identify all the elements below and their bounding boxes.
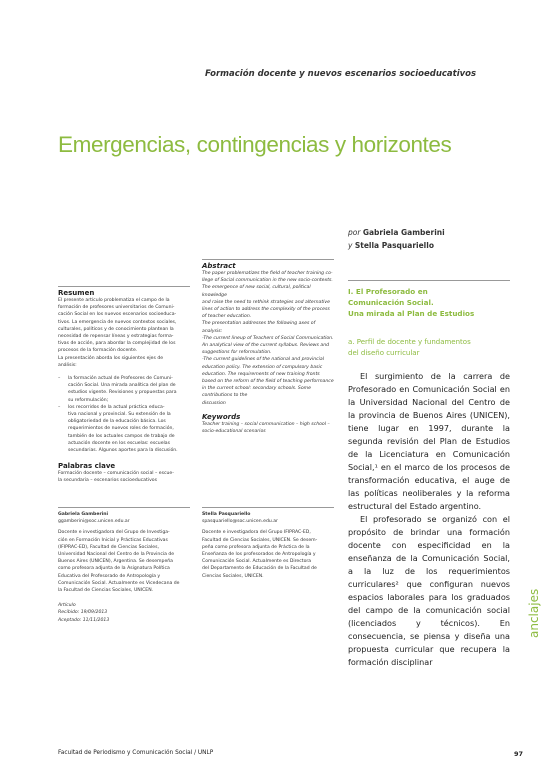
body-paragraph-1: El surgimiento de la carrera de Profesorado en Comunicación Social en la Universidad Nacional del Centro de la provincia de Buenos Aires (UNICEN), tiene lugar en 1997, durante la segunda revisión del Plan de Estudios de la Licenciatura en Comunicación Social,¹ en el marco de los procesos de transformación educativa, el auge de las políticas neoliberales y la reforma estructural del Estado argentino. <box>348 371 510 511</box>
author2-bio <box>202 507 334 580</box>
palabras-clave-heading: Palabras clave <box>58 462 116 471</box>
author-connector: y <box>348 241 353 250</box>
side-tab <box>523 588 543 640</box>
resumen-item-2: – los recorridos de la actual práctica educa- tiva nacional y provincial. Su extensión de la obligatoriedad de la educación básica. Los requerimientos de nuevos roles de formación, también de los actuales campos de trabajo de actuación docente en los escuelas: escuelas secundarias. Algunos aportes para la discusión. <box>58 404 178 454</box>
keywords-text: Teacher training – social communication – high school – socio-educational scenarios <box>202 421 330 435</box>
resumen-heading: Resumen <box>58 289 95 297</box>
author-2: Stella Pasquariello <box>354 241 434 250</box>
body-paragraph-2: El profesorado se organizó con el propósito de brindar una formación docente con especificidad en la enseñanza de la Comunicación Social, a la luz de los requerimientos curriculares² que configuran nuevos espacios laborales para los graduados del campo de la comunicación social (licenciados y técnicos). En consecuencia, se piensa y diseña una propuesta curricular que recupera la formación disciplinar <box>348 514 510 667</box>
author2-email[interactable]: spasquariello@soc.unicen.edu.ar <box>202 519 278 525</box>
right-divider-wrap <box>348 280 510 281</box>
resumen-item-1: – la formación actual de Profesores de Comuni- cación Social. Una mirada analítica del plan de estudios vigente. Revisiones y propuestas para su reformulación; <box>58 376 177 403</box>
resumen-intro: El presente artículo problematiza el campo de la formación de profesores universitarios de Comuni- cación Social en los nuevos escenarios socioeduca- tivos. La emergencia de nuevos contextos sociales, culturales, políticos y de conocimiento plantean la necesidad de repensar líneas y estrategias forma- tivas de acción, para abordar la complejidad de los procesos de la formación docente. La presentación aborda los siguientes ejes de análisis: <box>58 298 177 368</box>
abstract-column <box>202 259 334 435</box>
page-number: 97 <box>514 750 524 758</box>
author1-name: Gabriela Gamberini <box>58 512 109 517</box>
abstract-heading: Abstract <box>202 262 236 270</box>
resumen-column <box>58 286 190 485</box>
resumen-divider <box>58 286 190 287</box>
author1-email[interactable]: ggamberini@soc.unicen.edu.ar <box>58 519 130 525</box>
abstract-text: The paper problematizes the field of teacher training co- llege of Social communication in the new socio-contexts. The emergence of new social, cultural, political knowledge and raise the need to rethink strategies and alternative lines of action to address the complexity of the process of teacher education. The presentation addresses the following axes of analysis: -The current lineup of Teachers of Social Communication. An analytical view of the current syllabus. Reviews and suggestions for reformulation. -The current guidelines of the national and provincial education policy. The extension of compulsory basic education. The requirements of new training fronts based on the reform of the field of teaching performance in the current school: secondary schools. Some contributions to the discussion <box>202 271 334 406</box>
palabras-clave-text: Formación docente – comunicación social – escue- la secundaria – escenarios socioeducativos <box>58 471 174 484</box>
subsection-title: a. Perfil de docente y fundamentos del diseño curricular <box>348 338 471 357</box>
author2-divider <box>202 507 334 508</box>
article-title: Emergencias, contingencias y horizontes <box>58 132 452 157</box>
section-title: I. El Profesorado en Comunicación Social. Una mirada al Plan de Estudios <box>348 287 475 318</box>
author2-name: Stella Pasquariello <box>202 512 251 517</box>
author1-divider <box>58 507 190 508</box>
authors <box>348 226 445 252</box>
author2-bio-text: Docente e investigadora del Grupo IFIPRAC-ED, Facultad de Ciencias Sociales, UNICEN. Se desem- peña como profesora adjunta de Práctica de la Enseñanza de los profesorados de Antropología y Comunicación Social. Actualmente es Directora del Departamento de Educación de la Facultad de Ciencias Sociales, UNICEN. <box>202 530 318 579</box>
section-label: Formación docente y nuevos escenarios socioeducativos <box>205 69 477 79</box>
side-tab-label: anclajes <box>527 588 541 638</box>
keywords-heading: Keywords <box>202 412 241 421</box>
author-1: Gabriela Gamberini <box>362 228 445 237</box>
article-dates: Artículo Recibido: 19/09/2013 Aceptado: 11/11/2013 <box>58 603 110 623</box>
abstract-divider <box>202 259 334 260</box>
author1-bio-text: Docente e investigadora del Grupo de Investiga- ción en Formación Inicial y Prácticas Educativas (IFIPRAC-ED), Facultad de Ciencias Sociales, Universidad Nacional del Centro de la Provincia de Buenos Aires (UNICEN), Argentina. Se desempeña como profesora adjunta de la Asignatura Política Educativa del Profesorado de Antropología y Comunicación Social. Actualmente es Vicedecana de la Facultad de Ciencias Sociales, UNICEN. <box>58 530 180 594</box>
author1-bio <box>58 507 190 624</box>
right-divider <box>348 280 510 281</box>
author-prefix: por <box>348 228 361 237</box>
footer-publisher: Facultad de Periodismo y Comunicación Social / UNLP <box>58 750 214 756</box>
body-text <box>348 370 510 669</box>
